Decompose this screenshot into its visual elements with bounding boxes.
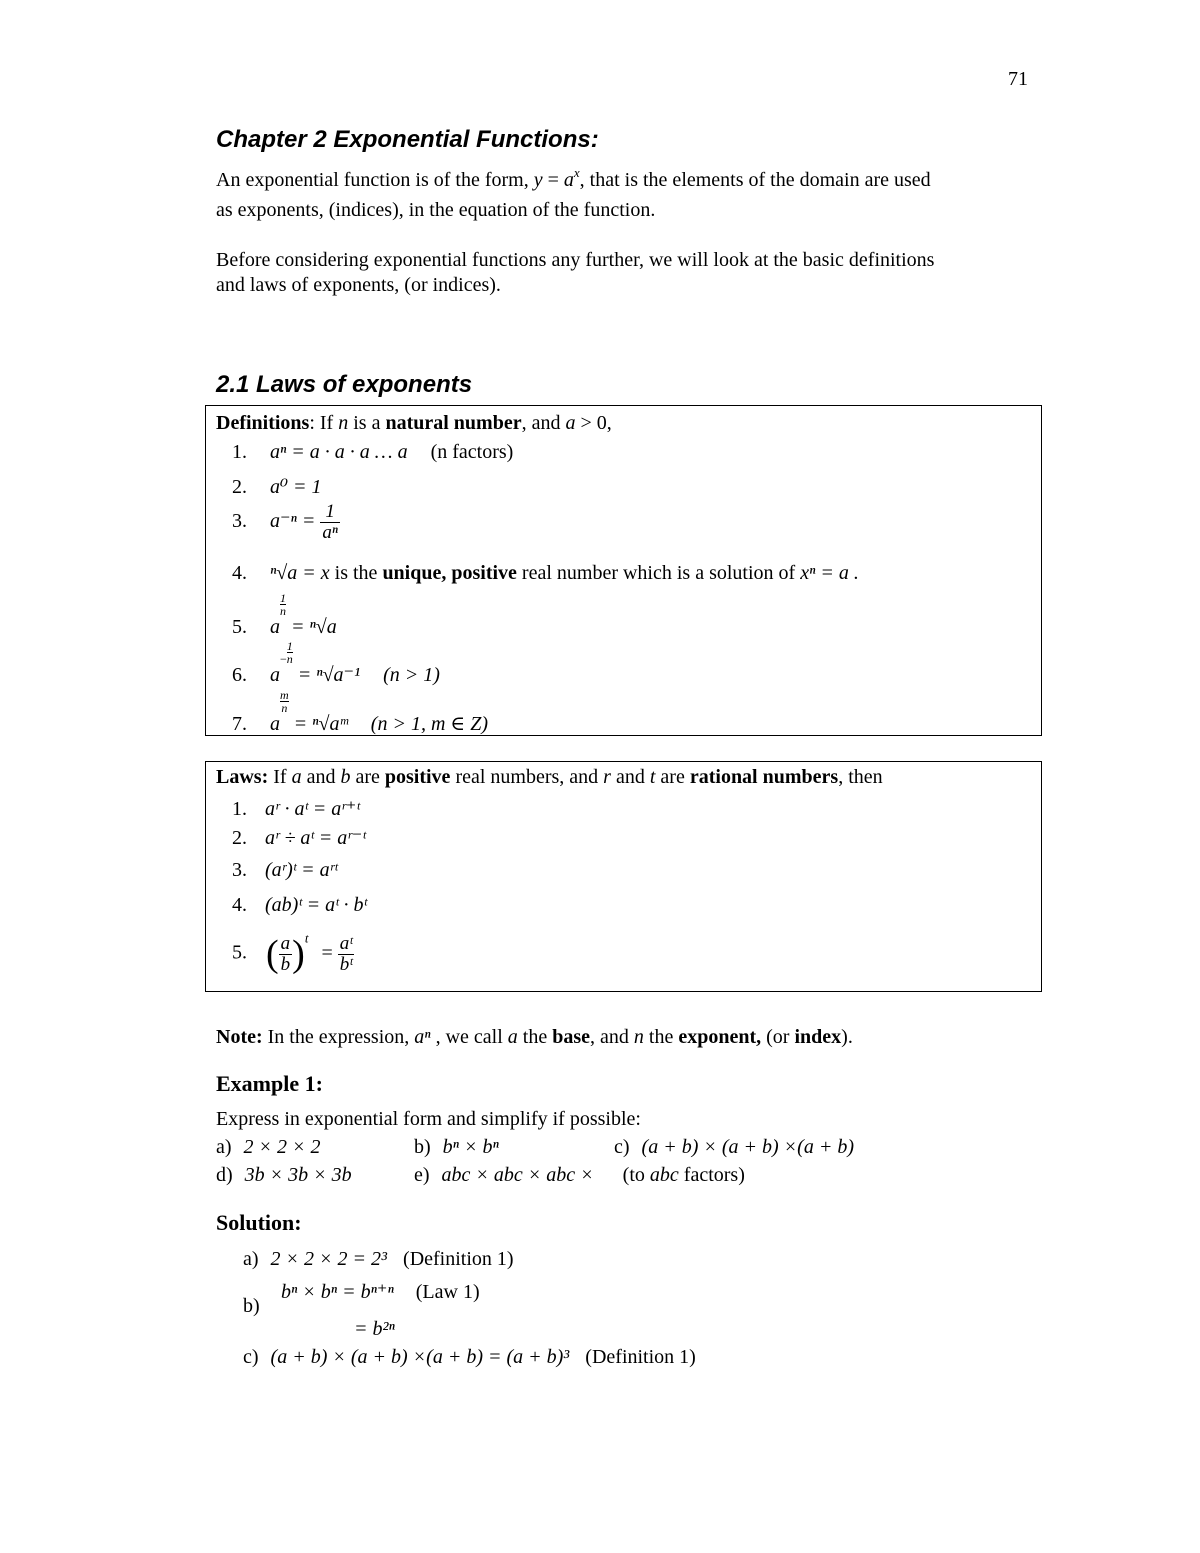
example-part: d) 3b × 3b × 3b <box>216 1164 352 1186</box>
exponent-fraction: $\frac{m}{n}$ <box>280 688 289 715</box>
before-line-2: and laws of exponents, (or indices). <box>216 274 501 296</box>
exponent-fraction: $\frac{1}{n}$ <box>286 639 293 666</box>
definition-item: 1. aⁿ = a · a · a … a (n factors) <box>232 441 514 463</box>
solution-part-b-line2: = b²ⁿ <box>354 1318 395 1340</box>
solution-title: Solution: <box>216 1210 302 1235</box>
definition-item: 7. a $\frac{m}{n}$ = ⁿ√aᵐ (n > 1, m ∈ Z) <box>232 688 488 735</box>
intro-line-1: An exponential function is of the form, $y = a^x$, that is the elements of the domain are used <box>216 165 931 191</box>
law-item: 5. ( $\frac{a}{b}$ )$^t$ = $\frac{\text{aᵗ}}{\text{bᵗ}}$ <box>232 930 353 975</box>
law-item: 3. (aʳ)ᵗ = aʳᵗ <box>232 859 338 881</box>
solution-part-b-label: b) <box>243 1295 260 1317</box>
law-item: 1. aʳ · aᵗ = aʳ⁺ᵗ <box>232 798 360 820</box>
fraction: $\frac{1}{\text{aⁿ}}$ <box>322 501 338 543</box>
page-number: 71 <box>1008 68 1028 90</box>
solution-part-c: c) (a + b) × (a + b) ×(a + b) = (a + b)³ (Definition 1) <box>243 1346 696 1368</box>
definition-item: 2. a⁰ = 1 <box>232 476 322 498</box>
law-item: 2. aʳ ÷ aᵗ = aʳ⁻ᵗ <box>232 827 366 849</box>
laws-intro: Laws: If a and b are positive real numbers, and r and t are rational numbers, then <box>216 766 883 788</box>
example-part: c) (a + b) × (a + b) ×(a + b) <box>614 1136 854 1158</box>
note-line: Note: In the expression, aⁿ , we call a the base, and n the exponent, (or index). <box>216 1026 853 1048</box>
definition-item: 5. a $\frac{1}{n}$ = ⁿ√a <box>232 591 337 638</box>
section-title: 2.1 Laws of exponents <box>216 371 473 398</box>
fraction: $\frac{\text{aᵗ}}{\text{bᵗ}}$ <box>339 932 353 975</box>
definitions-box <box>205 405 1042 736</box>
law-item: 4. (ab)ᵗ = aᵗ · bᵗ <box>232 894 367 916</box>
fraction: $\frac{a}{b}$ <box>280 932 291 975</box>
example-part: a) 2 × 2 × 2 <box>216 1136 321 1158</box>
definition-item: 4. ⁿ√a = x is the unique, positive real number which is a solution of xⁿ = a . <box>232 562 859 584</box>
example-title: Example 1: <box>216 1071 323 1096</box>
example-part: e) abc × abc × abc × (to abc factors) <box>414 1164 745 1186</box>
example-instruction: Express in exponential form and simplify if possible: <box>216 1108 641 1130</box>
before-line-1: Before considering exponential functions any further, we will look at the basic definitions <box>216 249 935 271</box>
definitions-intro: Definitions: If n is a natural number, and a > 0, <box>216 412 612 434</box>
chapter-title: Chapter 2 Exponential Functions: <box>216 126 599 153</box>
example-part: b) bⁿ × bⁿ <box>414 1136 499 1158</box>
definition-item: 3. a⁻ⁿ = $\frac{1}{\text{aⁿ}}$ <box>232 501 338 543</box>
laws-box <box>205 761 1042 992</box>
solution-part-b-line1: bⁿ × bⁿ = bⁿ⁺ⁿ (Law 1) <box>281 1281 480 1303</box>
solution-part-a: a) 2 × 2 × 2 = 2³ (Definition 1) <box>243 1248 514 1270</box>
exponent-fraction: $\frac{1}{n}$ <box>280 591 286 618</box>
intro-line-2: as exponents, (indices), in the equation of the function. <box>216 199 656 221</box>
definition-item: 6. a− $\frac{1}{n}$ = ⁿ√a⁻¹ (n > 1) <box>232 639 440 686</box>
